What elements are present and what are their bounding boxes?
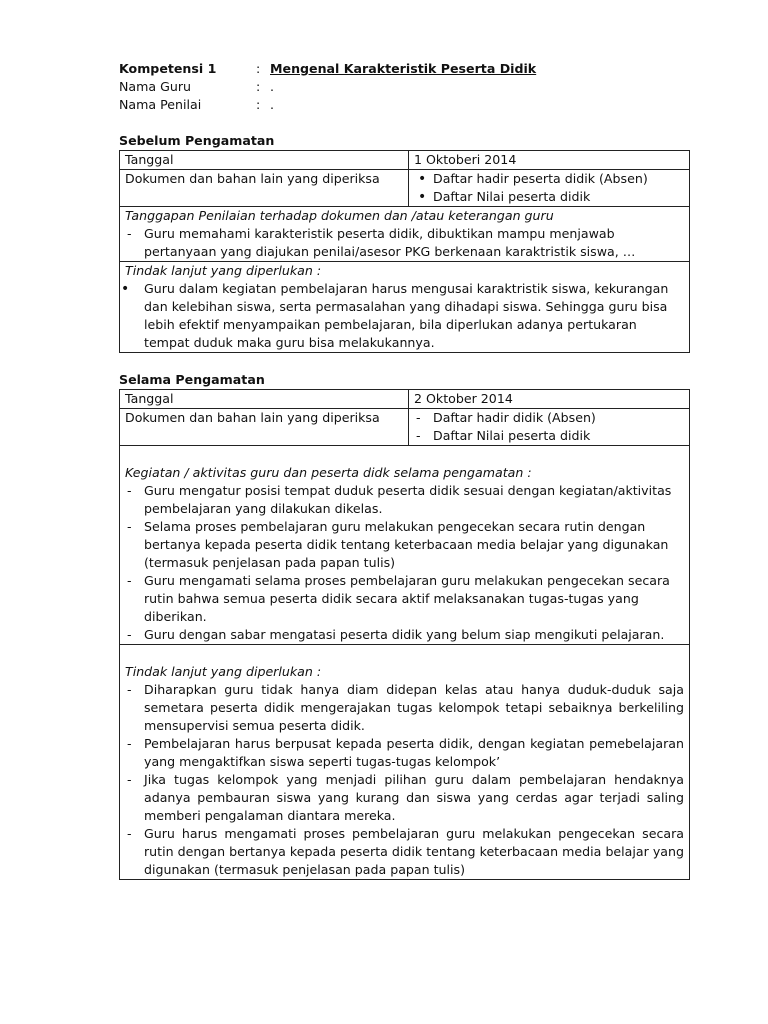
table-row: [120, 390, 690, 409]
tindak-lanjut-cell: [120, 262, 690, 353]
kompetensi-value: Mengenal Karakteristik Peserta Didik: [270, 61, 537, 76]
header-row-kompetensi: [119, 60, 690, 78]
kegiatan-cell: [120, 446, 690, 645]
table-row: [120, 409, 690, 446]
header-row-nama-guru: [119, 78, 690, 96]
list-item: - Pembelajaran harus berpusat kepada peserta didik, dengan kegiatan pemebelajaran yang mengaktifkan siswa seperti tugas-tugas kelompok’: [125, 735, 684, 771]
list-item: - Diharapkan guru tidak hanya diam didepan kelas atau hanya duduk-duduk saja semetara peserta didik mengerajakan tugas kelompok tetapi sebaiknya berkeliling mensupervisi semua peserta didik.: [125, 681, 684, 735]
dokumen-label: Dokumen dan bahan lain yang diperiksa: [120, 170, 409, 207]
tanggal-label: Tanggal: [120, 390, 409, 409]
table-sebelum: [119, 150, 690, 353]
nama-penilai-colon: :: [256, 97, 261, 112]
tindak-lanjut-title: Tindak lanjut yang diperlukan :: [125, 263, 322, 278]
tanggal-value: 1 Oktoberi 2014: [409, 151, 690, 170]
kegiatan-title: Kegiatan / aktivitas guru dan peserta didk selama pengamatan :: [125, 465, 532, 480]
list-item: - Guru memahami karakteristik peserta didik, dibuktikan mampu menjawab pertanyaan yang diajukan penilai/asesor PKG berkenaan karaktristik siswa, …: [125, 225, 684, 261]
nama-guru-label: Nama Guru: [119, 79, 192, 94]
tindak-lanjut-title: Tindak lanjut yang diperlukan :: [125, 664, 322, 679]
dokumen-list-cell: [409, 409, 690, 446]
kompetensi-label: Kompetensi 1: [119, 61, 217, 76]
list-item: • Daftar Nilai peserta didik: [414, 188, 684, 206]
nama-guru-value: .: [270, 79, 275, 94]
header-row-nama-penilai: [119, 96, 690, 114]
table-selama: [119, 389, 690, 880]
section-title-selama: Selama Pengamatan: [119, 372, 265, 387]
list-item: - Selama proses pembelajaran guru melakukan pengecekan secara rutin dengan bertanya kepada peserta didik tentang keterbacaan media belajar yang digunakan (termasuk penjelasan pada papan tulis): [125, 518, 684, 572]
tanggapan-list: [125, 225, 684, 261]
table-row: [120, 207, 690, 262]
list-item: - Jika tugas kelompok yang menjadi pilihan guru dalam pembelajaran hendaknya adanya pembauran siswa yang kurang dan siswa yang cerdas agar terjadi saling memberi pengalaman diantara mereka.: [125, 771, 684, 825]
tindak-lanjut-cell: [120, 645, 690, 880]
dokumen-list: [414, 170, 684, 206]
tanggal-value: 2 Oktober 2014: [409, 390, 690, 409]
table-row: [120, 446, 690, 645]
nama-penilai-label: Nama Penilai: [119, 97, 202, 112]
list-item: - Guru harus mengamati proses pembelajaran guru melakukan pengecekan secara rutin dengan bertanya kepada peserta didik tentang keterbacaan media belajar yang digunakan (termasuk penjelasan pada papan tulis): [125, 825, 684, 879]
dokumen-list: [414, 409, 684, 445]
table-row: [120, 151, 690, 170]
table-row: [120, 645, 690, 880]
nama-guru-colon: :: [256, 79, 261, 94]
dokumen-label: Dokumen dan bahan lain yang diperiksa: [120, 409, 409, 446]
list-item: - Guru dengan sabar mengatasi peserta didik yang belum siap mengikuti pelajaran.: [125, 626, 684, 644]
list-item: • Daftar hadir peserta didik (Absen): [414, 170, 684, 188]
nama-penilai-value: .: [270, 97, 275, 112]
table-row: [120, 170, 690, 207]
tanggapan-title: Tanggapan Penilaian terhadap dokumen dan /atau keterangan guru: [125, 208, 554, 223]
section-title-sebelum: Sebelum Pengamatan: [119, 133, 275, 148]
tindak-lanjut-list: [125, 681, 684, 879]
kegiatan-list: [125, 482, 684, 644]
document-page: [119, 60, 690, 880]
kompetensi-colon: :: [256, 61, 261, 76]
tanggapan-cell: [120, 207, 690, 262]
table-row: [120, 262, 690, 353]
list-item: - Guru mengatur posisi tempat duduk peserta didik sesuai dengan kegiatan/aktivitas pembelajaran yang dilakukan dikelas.: [125, 482, 684, 518]
list-item: • Guru dalam kegiatan pembelajaran harus mengusai karaktristik siswa, kekurangan dan kelebihan siswa, serta permasalahan yang dihadapi siswa. Sehingga guru bisa lebih efektif menyampaikan pembelajaran, bila diperlukan adanya pertukaran tempat duduk maka guru bisa melakukannya.: [125, 280, 684, 352]
list-item: - Daftar hadir didik (Absen): [414, 409, 684, 427]
tanggal-label: Tanggal: [120, 151, 409, 170]
tindak-lanjut-list: [125, 280, 684, 352]
list-item: - Daftar Nilai peserta didik: [414, 427, 684, 445]
list-item: - Guru mengamati selama proses pembelajaran guru melakukan pengecekan secara rutin bahwa semua peserta didik secara aktif melaksanakan tugas-tugas yang diberikan.: [125, 572, 684, 626]
header-block: [119, 60, 690, 114]
dokumen-list-cell: [409, 170, 690, 207]
